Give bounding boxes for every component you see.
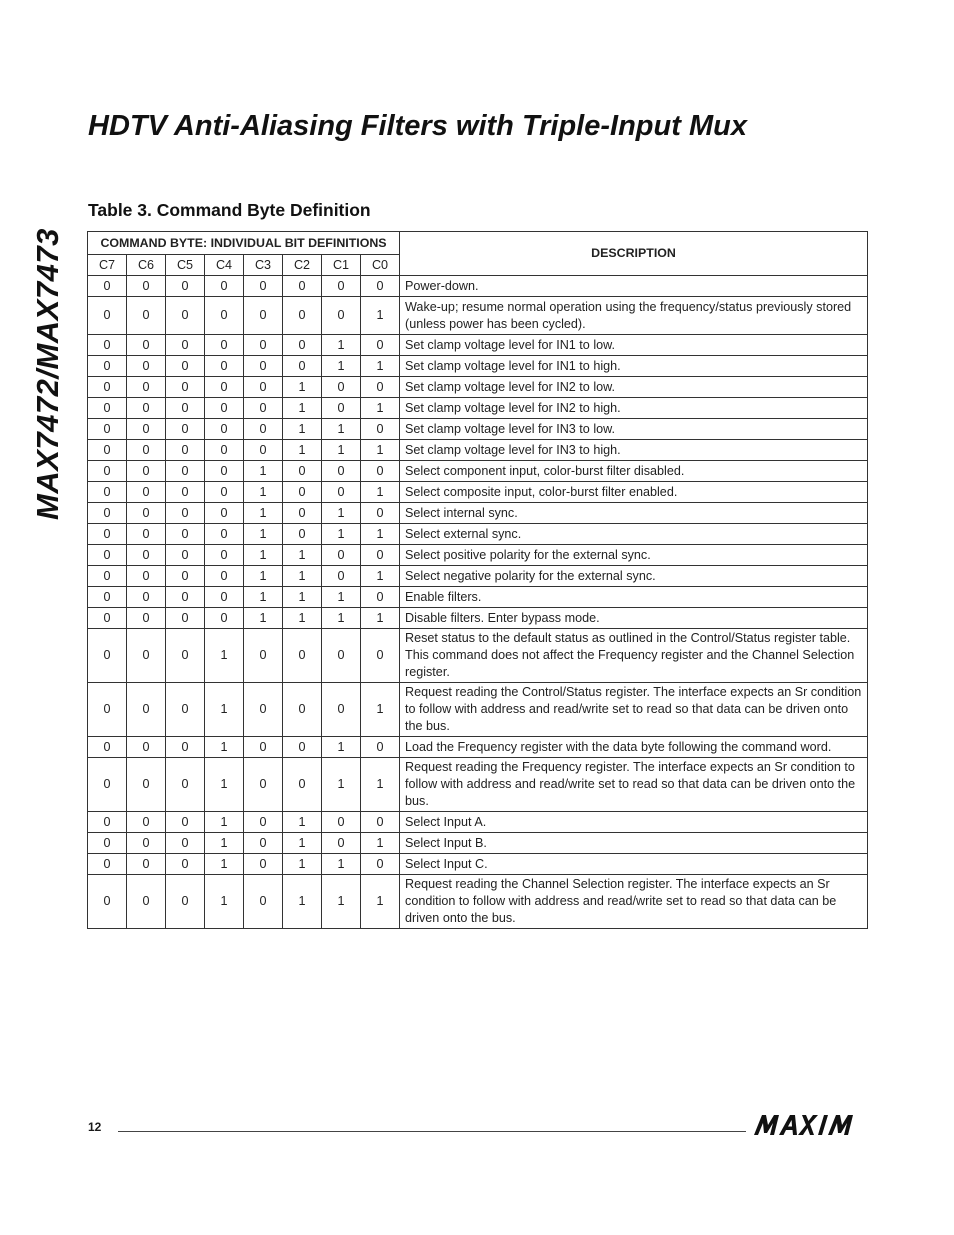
bit-cell: 0 [166,524,205,545]
description-cell: Wake-up; resume normal operation using the frequency/status previously stored (unless power has been cycled). [400,297,868,335]
table-row [88,758,868,812]
table-row [88,482,868,503]
table-row [88,503,868,524]
description-cell: Disable filters. Enter bypass mode. [400,608,868,629]
description-cell: Request reading the Frequency register. The interface expects an Sr condition to follow with address and read/write set to read so that data can be driven onto the bus. [400,758,868,812]
bit-cell: 0 [127,440,166,461]
bit-cell: 0 [244,440,283,461]
bit-cell: 0 [205,524,244,545]
page-header: HDTV Anti-Aliasing Filters with Triple-Input Mux [88,110,747,142]
bit-cell: 1 [322,758,361,812]
table-row [88,377,868,398]
bit-cell: 0 [322,398,361,419]
bit-cell: 0 [361,812,400,833]
bit-cell: 0 [127,398,166,419]
bit-cell: 0 [166,566,205,587]
bit-cell: 0 [283,356,322,377]
bit-cell: 0 [166,683,205,737]
bit-cell: 0 [244,398,283,419]
bit-cell: 1 [322,503,361,524]
bit-cell: 0 [127,854,166,875]
table-row [88,566,868,587]
description-cell: Select component input, color-burst filter disabled. [400,461,868,482]
table-row [88,335,868,356]
bit-cell: 0 [205,377,244,398]
bit-header-c2: C2 [283,255,322,276]
bit-cell: 0 [205,608,244,629]
bit-cell: 0 [88,461,127,482]
bit-cell: 0 [88,812,127,833]
bit-cell: 1 [361,356,400,377]
bit-cell: 0 [244,833,283,854]
bit-cell: 0 [88,545,127,566]
bit-cell: 0 [205,503,244,524]
bit-header-c7: C7 [88,255,127,276]
bit-cell: 0 [244,812,283,833]
description-cell: Set clamp voltage level for IN2 to low. [400,377,868,398]
bit-cell: 1 [283,875,322,929]
bit-cell: 0 [127,812,166,833]
bit-cell: 0 [283,297,322,335]
bit-cell: 0 [166,587,205,608]
bit-cell: 0 [127,297,166,335]
bit-cell: 0 [205,587,244,608]
bit-cell: 0 [361,377,400,398]
table-row [88,545,868,566]
bit-cell: 0 [88,398,127,419]
bit-cell: 0 [88,587,127,608]
bit-cell: 0 [166,461,205,482]
bit-cell: 1 [283,833,322,854]
bit-cell: 0 [244,629,283,683]
bit-cell: 1 [205,875,244,929]
bit-cell: 0 [205,461,244,482]
bit-cell: 1 [244,608,283,629]
bit-cell: 1 [283,587,322,608]
bit-cell: 0 [361,737,400,758]
table-row [88,833,868,854]
bit-cell: 1 [205,629,244,683]
bit-cell: 0 [88,875,127,929]
bit-cell: 0 [361,545,400,566]
bit-cell: 0 [205,440,244,461]
bit-header-c6: C6 [127,255,166,276]
bit-cell: 0 [166,335,205,356]
bit-cell: 0 [127,629,166,683]
bit-cell: 0 [166,482,205,503]
bit-cell: 1 [205,683,244,737]
bit-cell: 1 [205,812,244,833]
description-cell: Set clamp voltage level for IN1 to high. [400,356,868,377]
description-cell: Set clamp voltage level for IN3 to low. [400,419,868,440]
bit-header-c3: C3 [244,255,283,276]
description-cell: Reset status to the default status as outlined in the Control/Status register table. This command does not affect the Frequency register and the Channel Selection register. [400,629,868,683]
bit-cell: 0 [322,566,361,587]
bit-cell: 0 [88,276,127,297]
bit-cell: 1 [322,854,361,875]
bit-cell: 1 [244,461,283,482]
description-header: DESCRIPTION [400,232,868,276]
bit-cell: 0 [88,335,127,356]
bit-cell: 0 [127,482,166,503]
bit-cell: 0 [244,875,283,929]
table-title: Table 3. Command Byte Definition [88,200,371,220]
table-row [88,440,868,461]
bit-cell: 0 [361,587,400,608]
bit-cell: 0 [88,683,127,737]
description-cell: Request reading the Control/Status register. The interface expects an Sr condition to follow with address and read/write set to read so that data can be driven onto the bus. [400,683,868,737]
bit-cell: 0 [166,503,205,524]
bit-cell: 1 [205,833,244,854]
side-title [22,200,72,520]
bit-cell: 0 [244,737,283,758]
maxim-logo-icon [752,1111,864,1139]
page-number: 12 [88,1120,102,1134]
bit-cell: 0 [361,629,400,683]
bit-cell: 0 [127,503,166,524]
bit-cell: 1 [322,608,361,629]
table-row [88,737,868,758]
bit-cell: 0 [244,854,283,875]
description-cell: Power-down. [400,276,868,297]
table-row [88,683,868,737]
bit-cell: 0 [127,833,166,854]
bit-cell: 0 [244,758,283,812]
bit-cell: 0 [244,356,283,377]
bit-cell: 0 [166,758,205,812]
bit-cell: 0 [127,461,166,482]
table-row [88,812,868,833]
bit-cell: 1 [205,854,244,875]
bit-cell: 0 [127,419,166,440]
bit-cell: 0 [244,297,283,335]
description-cell: Set clamp voltage level for IN1 to low. [400,335,868,356]
description-cell: Select composite input, color-burst filter enabled. [400,482,868,503]
bit-cell: 0 [361,276,400,297]
bit-cell: 0 [88,524,127,545]
bit-cell: 0 [88,297,127,335]
bit-cell: 0 [283,758,322,812]
bit-cell: 0 [88,737,127,758]
bit-cell: 0 [205,356,244,377]
description-cell: Set clamp voltage level for IN2 to high. [400,398,868,419]
bit-cell: 1 [361,524,400,545]
bit-cell: 0 [127,608,166,629]
bit-cell: 0 [166,419,205,440]
table-row [88,875,868,929]
bit-cell: 0 [166,356,205,377]
bit-cell: 0 [205,419,244,440]
bit-cell: 1 [361,875,400,929]
bit-cell: 0 [127,377,166,398]
bit-cell: 1 [361,608,400,629]
bit-cell: 0 [88,440,127,461]
description-cell: Request reading the Channel Selection register. The interface expects an Sr condition to follow with address and read/write set to read so that data can be driven onto the bus. [400,875,868,929]
bit-cell: 0 [322,276,361,297]
bit-cell: 0 [205,276,244,297]
bit-cell: 1 [244,524,283,545]
description-cell: Enable filters. [400,587,868,608]
table-row [88,608,868,629]
bit-cell: 0 [322,833,361,854]
command-byte-table [87,231,868,929]
bit-header-c0: C0 [361,255,400,276]
bit-cell: 0 [166,812,205,833]
bit-header-c4: C4 [205,255,244,276]
bit-cell: 0 [88,482,127,503]
bit-cell: 0 [244,276,283,297]
bit-cell: 0 [88,377,127,398]
table-row [88,356,868,377]
bit-cell: 0 [166,545,205,566]
table-row [88,419,868,440]
bit-cell: 1 [244,545,283,566]
bit-cell: 0 [244,335,283,356]
bit-cell: 0 [205,398,244,419]
bit-cell: 1 [244,482,283,503]
description-cell: Select external sync. [400,524,868,545]
bit-cell: 0 [166,398,205,419]
description-cell: Select positive polarity for the external sync. [400,545,868,566]
bit-cell: 0 [205,545,244,566]
bit-cell: 0 [283,737,322,758]
bit-cell: 0 [166,608,205,629]
bit-cell: 0 [283,482,322,503]
side-title-text: MAX7472/MAX7473 [30,228,65,520]
bit-cell: 0 [166,875,205,929]
bit-cell: 0 [127,758,166,812]
description-cell: Select internal sync. [400,503,868,524]
bit-cell: 0 [88,629,127,683]
bit-cell: 1 [244,503,283,524]
description-cell: Select Input A. [400,812,868,833]
bit-cell: 1 [283,608,322,629]
bit-cell: 0 [322,629,361,683]
bit-cell: 0 [283,629,322,683]
bit-cell: 0 [322,482,361,503]
bit-cell: 0 [127,524,166,545]
bit-cell: 0 [205,566,244,587]
bit-cell: 0 [166,854,205,875]
group-header: COMMAND BYTE: INDIVIDUAL BIT DEFINITIONS [88,232,400,255]
bit-cell: 1 [361,566,400,587]
bit-cell: 0 [205,482,244,503]
bit-cell: 0 [127,356,166,377]
table-row [88,297,868,335]
bit-cell: 0 [88,758,127,812]
bit-cell: 1 [322,587,361,608]
bit-cell: 1 [322,419,361,440]
bit-cell: 1 [361,440,400,461]
bit-cell: 0 [205,297,244,335]
bit-cell: 1 [283,545,322,566]
bit-cell: 1 [361,683,400,737]
table-row [88,629,868,683]
bit-cell: 0 [88,833,127,854]
table-row [88,524,868,545]
bit-cell: 0 [283,524,322,545]
bit-cell: 1 [322,335,361,356]
bit-cell: 0 [166,440,205,461]
bit-cell: 0 [322,683,361,737]
bit-cell: 1 [283,440,322,461]
bit-cell: 1 [283,812,322,833]
bit-cell: 0 [166,629,205,683]
table-body [88,276,868,929]
bit-cell: 1 [283,398,322,419]
table-header-row [88,232,868,255]
bit-cell: 0 [244,377,283,398]
bit-cell: 0 [127,683,166,737]
bit-cell: 0 [283,683,322,737]
bit-cell: 0 [127,566,166,587]
bit-cell: 0 [166,377,205,398]
bit-cell: 0 [361,461,400,482]
bit-cell: 1 [244,566,283,587]
bit-cell: 0 [322,297,361,335]
bit-cell: 0 [361,419,400,440]
bit-cell: 0 [127,737,166,758]
table-row [88,587,868,608]
bit-cell: 0 [283,461,322,482]
description-cell: Load the Frequency register with the data byte following the command word. [400,737,868,758]
footer-rule [118,1131,746,1132]
bit-cell: 1 [361,398,400,419]
bit-cell: 0 [244,419,283,440]
bit-cell: 0 [127,335,166,356]
description-cell: Select negative polarity for the external sync. [400,566,868,587]
bit-cell: 0 [127,875,166,929]
bit-cell: 0 [88,356,127,377]
bit-cell: 0 [322,812,361,833]
bit-cell: 1 [205,758,244,812]
description-cell: Set clamp voltage level for IN3 to high. [400,440,868,461]
bit-cell: 1 [361,297,400,335]
bit-cell: 0 [88,608,127,629]
bit-cell: 1 [283,377,322,398]
bit-cell: 0 [322,545,361,566]
bit-cell: 0 [127,545,166,566]
bit-cell: 0 [166,297,205,335]
bit-cell: 1 [322,440,361,461]
table-row [88,276,868,297]
bit-header-c5: C5 [166,255,205,276]
table-row [88,854,868,875]
bit-cell: 0 [244,683,283,737]
bit-cell: 0 [283,503,322,524]
bit-cell: 1 [361,833,400,854]
bit-cell: 0 [361,335,400,356]
bit-cell: 0 [88,503,127,524]
bit-cell: 1 [283,854,322,875]
bit-cell: 1 [244,587,283,608]
bit-cell: 0 [166,737,205,758]
bit-cell: 1 [322,737,361,758]
bit-cell: 1 [283,419,322,440]
bit-cell: 1 [361,758,400,812]
bit-cell: 0 [361,503,400,524]
bit-cell: 1 [205,737,244,758]
bit-cell: 1 [322,875,361,929]
bit-cell: 0 [88,419,127,440]
bit-cell: 1 [322,356,361,377]
table-row [88,461,868,482]
bit-cell: 0 [127,587,166,608]
description-cell: Select Input B. [400,833,868,854]
bit-cell: 0 [205,335,244,356]
table-row [88,398,868,419]
bit-cell: 0 [283,276,322,297]
bit-cell: 0 [361,854,400,875]
bit-cell: 0 [283,335,322,356]
bit-cell: 1 [283,566,322,587]
bit-cell: 0 [322,377,361,398]
description-cell: Select Input C. [400,854,868,875]
bit-header-c1: C1 [322,255,361,276]
bit-cell: 0 [166,276,205,297]
bit-cell: 1 [361,482,400,503]
bit-cell: 1 [322,524,361,545]
bit-cell: 0 [88,854,127,875]
bit-cell: 0 [127,276,166,297]
bit-cell: 0 [166,833,205,854]
bit-cell: 0 [322,461,361,482]
bit-cell: 0 [88,566,127,587]
